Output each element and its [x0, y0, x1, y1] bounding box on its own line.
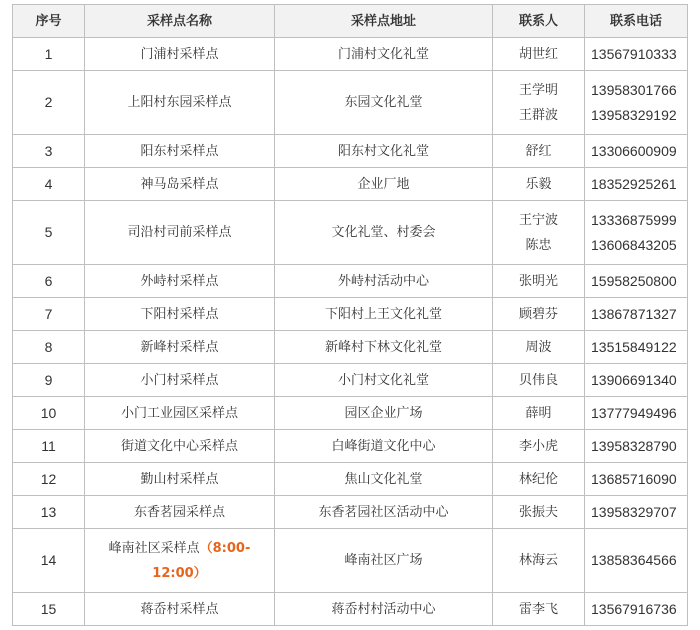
- row-index: 9: [13, 364, 85, 397]
- phone-number: 13515849122: [585, 331, 688, 364]
- site-address: 蒋岙村村活动中心: [275, 593, 493, 626]
- site-address: 新峰村下林文化礼堂: [275, 331, 493, 364]
- site-name: 司沿村司前采样点: [85, 201, 275, 265]
- header-site-name: 采样点名称: [85, 5, 275, 38]
- table-row: [13, 331, 688, 364]
- row-index: 1: [13, 38, 85, 71]
- contact-name: 王群波: [518, 107, 558, 123]
- site-name: 外峙村采样点: [85, 265, 275, 298]
- contact-name: 王学明: [518, 82, 558, 98]
- header-phone: 联系电话: [585, 5, 688, 38]
- row-index: 11: [13, 430, 85, 463]
- phone-number: 13958301766: [591, 81, 677, 98]
- row-index: 7: [13, 298, 85, 331]
- phone-number: 13858364566: [585, 529, 688, 593]
- row-index: 5: [13, 201, 85, 265]
- contact-cell: [493, 71, 585, 135]
- phone-number: 13685716090: [585, 463, 688, 496]
- phone-cell: [585, 201, 688, 265]
- site-name: 街道文化中心采样点: [85, 430, 275, 463]
- site-name: 阳东村采样点: [85, 135, 275, 168]
- site-name: 勤山村采样点: [85, 463, 275, 496]
- site-address: 阳东村文化礼堂: [275, 135, 493, 168]
- site-hours-note: （8:00-12:00）: [152, 540, 251, 581]
- header-index: 序号: [13, 5, 85, 38]
- contact-name: 李小虎: [493, 430, 585, 463]
- row-index: 3: [13, 135, 85, 168]
- row-index: 10: [13, 397, 85, 430]
- phone-number: 13958328790: [585, 430, 688, 463]
- contact-cell: [493, 201, 585, 265]
- contact-name: 王宁波: [518, 212, 558, 228]
- table-row: [13, 298, 688, 331]
- site-address: 门浦村文化礼堂: [275, 38, 493, 71]
- table-row: [13, 71, 688, 135]
- table-row: [13, 168, 688, 201]
- contact-name: 林纪伦: [493, 463, 585, 496]
- contact-name: 陈忠: [525, 237, 552, 253]
- site-name: 东香茗园采样点: [85, 496, 275, 529]
- header-site-address: 采样点地址: [275, 5, 493, 38]
- table-row: [13, 463, 688, 496]
- row-index: 13: [13, 496, 85, 529]
- site-address: 峰南社区广场: [275, 529, 493, 593]
- site-name-cell: [85, 529, 275, 593]
- row-index: 4: [13, 168, 85, 201]
- table-header-row: [13, 5, 688, 38]
- site-name: 门浦村采样点: [85, 38, 275, 71]
- row-index: 14: [13, 529, 85, 593]
- contact-name: 周波: [493, 331, 585, 364]
- phone-number: 13958329192: [591, 106, 677, 123]
- phone-number: 13867871327: [585, 298, 688, 331]
- table-row: [13, 364, 688, 397]
- header-contact: 联系人: [493, 5, 585, 38]
- contact-name: 顾碧芬: [493, 298, 585, 331]
- row-index: 8: [13, 331, 85, 364]
- table-row: [13, 201, 688, 265]
- site-name: 峰南社区采样点: [108, 540, 200, 556]
- site-name: 新峰村采样点: [85, 331, 275, 364]
- table-row: [13, 38, 688, 71]
- phone-number: 13958329707: [585, 496, 688, 529]
- row-index: 2: [13, 71, 85, 135]
- site-address: 白峰街道文化中心: [275, 430, 493, 463]
- table-row: [13, 430, 688, 463]
- row-index: 12: [13, 463, 85, 496]
- site-name: 蒋岙村采样点: [85, 593, 275, 626]
- site-name: 上阳村东园采样点: [85, 71, 275, 135]
- phone-cell: [585, 71, 688, 135]
- contact-name: 薛明: [493, 397, 585, 430]
- phone-number: 13567916736: [585, 593, 688, 626]
- site-address: 企业厂地: [275, 168, 493, 201]
- contact-name: 胡世红: [493, 38, 585, 71]
- phone-number: 13567910333: [585, 38, 688, 71]
- contact-name: 林海云: [493, 529, 585, 593]
- phone-number: 13336875999: [591, 211, 677, 228]
- contact-name: 贝伟良: [493, 364, 585, 397]
- contact-name: 张明光: [493, 265, 585, 298]
- site-address: 东园文化礼堂: [275, 71, 493, 135]
- phone-number: 13777949496: [585, 397, 688, 430]
- site-name: 下阳村采样点: [85, 298, 275, 331]
- phone-number: 13906691340: [585, 364, 688, 397]
- table-row: [13, 496, 688, 529]
- site-address: 下阳村上王文化礼堂: [275, 298, 493, 331]
- sampling-points-table: [12, 4, 688, 626]
- phone-number: 13606843205: [591, 236, 677, 253]
- contact-name: 乐毅: [493, 168, 585, 201]
- contact-name: 雷李飞: [493, 593, 585, 626]
- phone-number: 15958250800: [585, 265, 688, 298]
- site-address: 焦山文化礼堂: [275, 463, 493, 496]
- contact-name: 舒红: [493, 135, 585, 168]
- phone-number: 13306600909: [585, 135, 688, 168]
- site-name: 小门工业园区采样点: [85, 397, 275, 430]
- phone-number: 18352925261: [585, 168, 688, 201]
- table-row: [13, 593, 688, 626]
- row-index: 15: [13, 593, 85, 626]
- site-name: 神马岛采样点: [85, 168, 275, 201]
- site-address: 外峙村活动中心: [275, 265, 493, 298]
- site-address: 小门村文化礼堂: [275, 364, 493, 397]
- site-name: 小门村采样点: [85, 364, 275, 397]
- table-row: [13, 529, 688, 593]
- site-address: 东香茗园社区活动中心: [275, 496, 493, 529]
- contact-name: 张振夫: [493, 496, 585, 529]
- site-address: 文化礼堂、村委会: [275, 201, 493, 265]
- table-row: [13, 135, 688, 168]
- row-index: 6: [13, 265, 85, 298]
- table-row: [13, 265, 688, 298]
- table-row: [13, 397, 688, 430]
- site-address: 园区企业广场: [275, 397, 493, 430]
